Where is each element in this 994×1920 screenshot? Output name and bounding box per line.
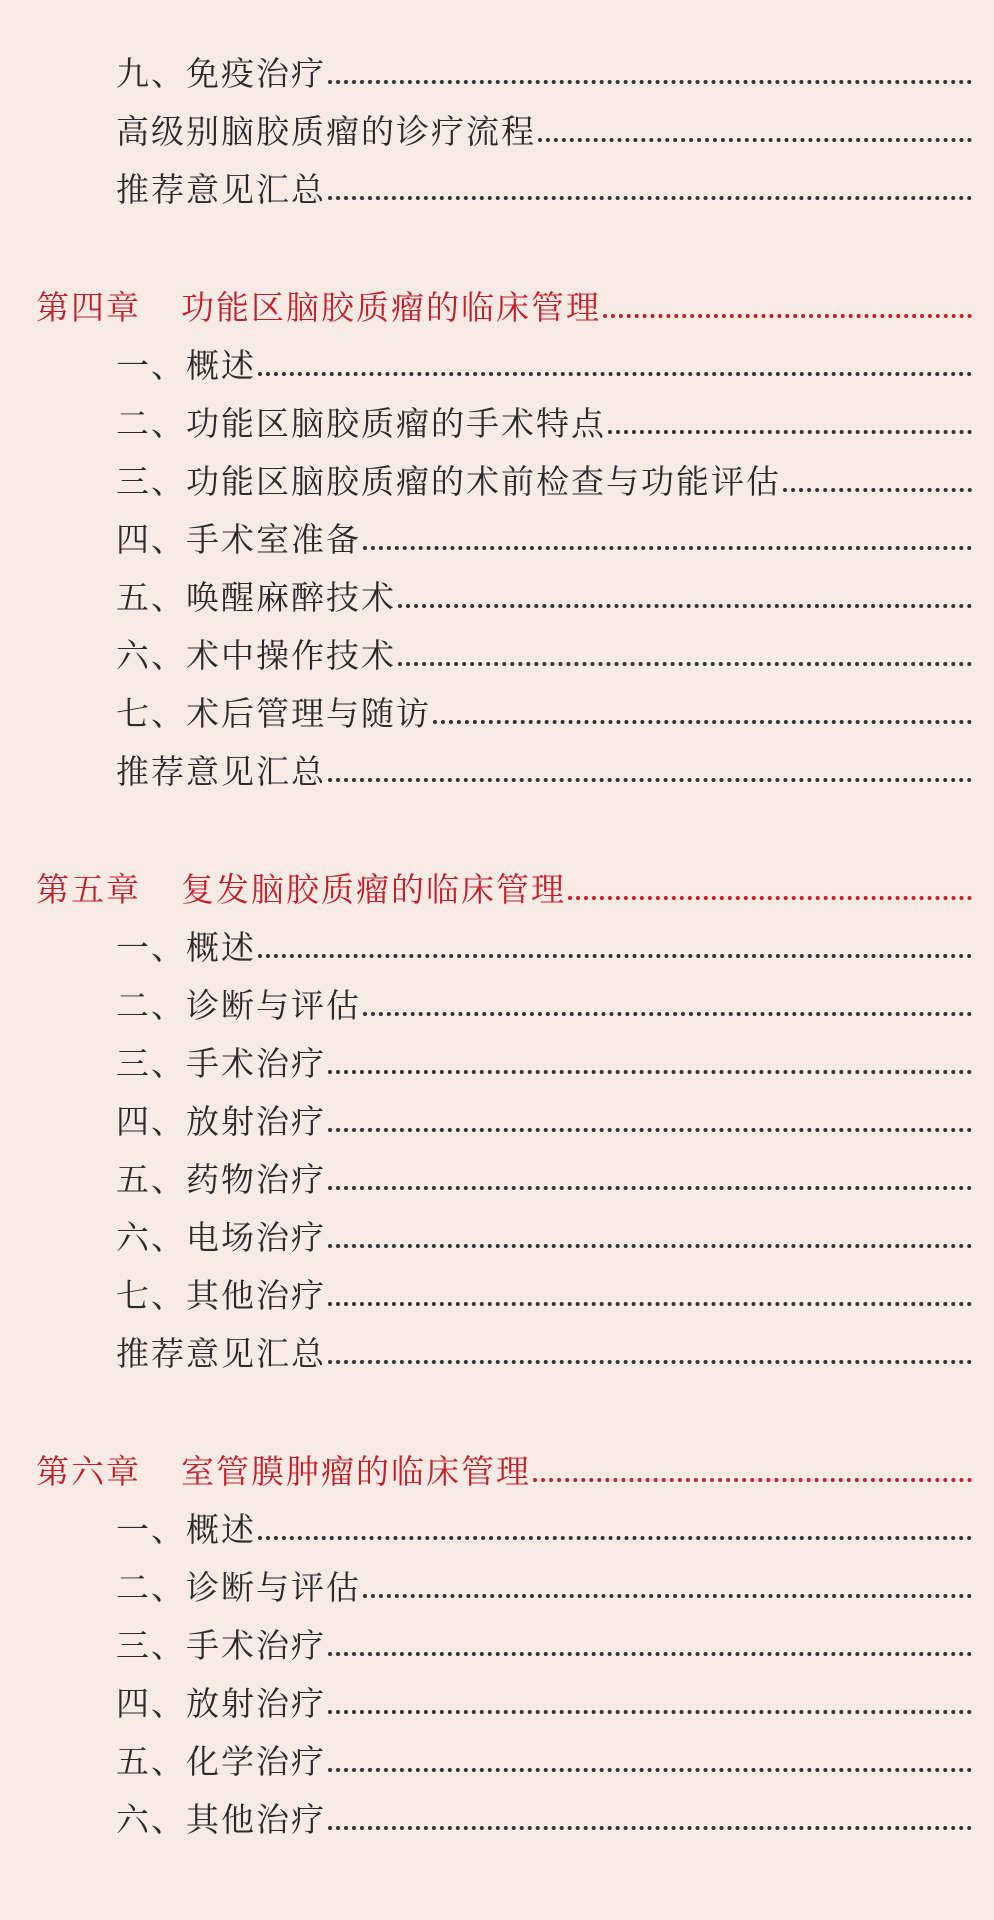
toc-item[interactable] (0, 926, 994, 970)
toc-item[interactable] (0, 344, 994, 388)
dot-leader (328, 80, 972, 84)
dot-leader (328, 1070, 972, 1074)
toc-item-title: 推荐意见汇总 (116, 170, 326, 209)
toc-item-title: 六、术中操作技术 (116, 636, 396, 675)
toc-item[interactable] (0, 1274, 994, 1318)
dot-leader (328, 1186, 972, 1190)
toc-item-title: 推荐意见汇总 (116, 1334, 326, 1373)
dot-leader (568, 896, 972, 900)
dot-leader (533, 1478, 972, 1482)
toc-item[interactable] (0, 1798, 994, 1842)
toc-item[interactable] (0, 576, 994, 620)
dot-leader (603, 314, 972, 318)
dot-leader (433, 720, 972, 724)
dot-leader (363, 1594, 972, 1598)
dot-leader (258, 954, 972, 958)
dot-leader (538, 138, 972, 142)
dot-leader (328, 1302, 972, 1306)
toc-item-title: 九、免疫治疗 (116, 54, 326, 93)
toc-item-title: 推荐意见汇总 (116, 752, 326, 791)
toc-item[interactable] (0, 1740, 994, 1784)
toc-item[interactable] (0, 460, 994, 504)
dot-leader (783, 488, 972, 492)
toc-item-title: 五、化学治疗 (116, 1742, 326, 1781)
toc-item[interactable] (0, 518, 994, 562)
toc-item-title: 一、概述 (116, 346, 256, 385)
toc-item[interactable] (0, 402, 994, 446)
toc-item-title: 五、药物治疗 (116, 1160, 326, 1199)
toc-item[interactable] (0, 1508, 994, 1552)
toc-item-title: 三、手术治疗 (116, 1626, 326, 1665)
toc-item-title: 四、放射治疗 (116, 1684, 326, 1723)
toc-item[interactable] (0, 1042, 994, 1086)
toc-item[interactable] (0, 634, 994, 678)
dot-leader (328, 1244, 972, 1248)
toc-item-title: 七、其他治疗 (116, 1276, 326, 1315)
toc-item-title: 一、概述 (116, 1510, 256, 1549)
dot-leader (328, 1360, 972, 1364)
dot-leader (398, 604, 972, 608)
toc-item-title: 高级别脑胶质瘤的诊疗流程 (116, 112, 536, 151)
dot-leader (258, 372, 972, 376)
toc-item-title: 五、唤醒麻醉技术 (116, 578, 396, 617)
toc-chapter-heading[interactable] (0, 1450, 994, 1494)
dot-leader (363, 1012, 972, 1016)
toc-item-title: 六、其他治疗 (116, 1800, 326, 1839)
toc-item-title: 四、手术室准备 (116, 520, 361, 559)
dot-leader (328, 1710, 972, 1714)
dot-leader (328, 1652, 972, 1656)
toc-item[interactable] (0, 1624, 994, 1668)
toc-item[interactable] (0, 1682, 994, 1726)
chapter-title: 功能区脑胶质瘤的临床管理 (181, 288, 601, 327)
toc-item-title: 七、术后管理与随访 (116, 694, 431, 733)
chapter-title: 复发脑胶质瘤的临床管理 (181, 870, 566, 909)
toc-item[interactable] (0, 168, 994, 212)
dot-leader (328, 1768, 972, 1772)
dot-leader (363, 546, 972, 550)
toc-item-title: 二、功能区脑胶质瘤的手术特点 (116, 404, 606, 443)
toc-item-title: 二、诊断与评估 (116, 986, 361, 1025)
toc-item-title: 三、手术治疗 (116, 1044, 326, 1083)
dot-leader (258, 1536, 972, 1540)
toc-item-title: 四、放射治疗 (116, 1102, 326, 1141)
chapter-label: 第五章 (36, 870, 141, 909)
toc-item-title: 六、电场治疗 (116, 1218, 326, 1257)
toc-item[interactable] (0, 1566, 994, 1610)
dot-leader (328, 778, 972, 782)
dot-leader (398, 662, 972, 666)
chapter-label: 第六章 (36, 1452, 141, 1491)
toc-item-title: 三、功能区脑胶质瘤的术前检查与功能评估 (116, 462, 781, 501)
dot-leader (328, 196, 972, 200)
dot-leader (328, 1826, 972, 1830)
toc-item[interactable] (0, 1158, 994, 1202)
dot-leader (608, 430, 972, 434)
toc-item[interactable] (0, 110, 994, 154)
toc-item[interactable] (0, 692, 994, 736)
toc-item[interactable] (0, 1100, 994, 1144)
toc-item[interactable] (0, 52, 994, 96)
dot-leader (328, 1128, 972, 1132)
toc-item[interactable] (0, 984, 994, 1028)
toc-item-title: 一、概述 (116, 928, 256, 967)
toc-item[interactable] (0, 1332, 994, 1376)
toc-item-title: 二、诊断与评估 (116, 1568, 361, 1607)
chapter-label: 第四章 (36, 288, 141, 327)
toc-chapter-heading[interactable] (0, 868, 994, 912)
toc-chapter-heading[interactable] (0, 286, 994, 330)
toc-item[interactable] (0, 1216, 994, 1260)
toc-item[interactable] (0, 750, 994, 794)
chapter-title: 室管膜肿瘤的临床管理 (181, 1452, 531, 1491)
